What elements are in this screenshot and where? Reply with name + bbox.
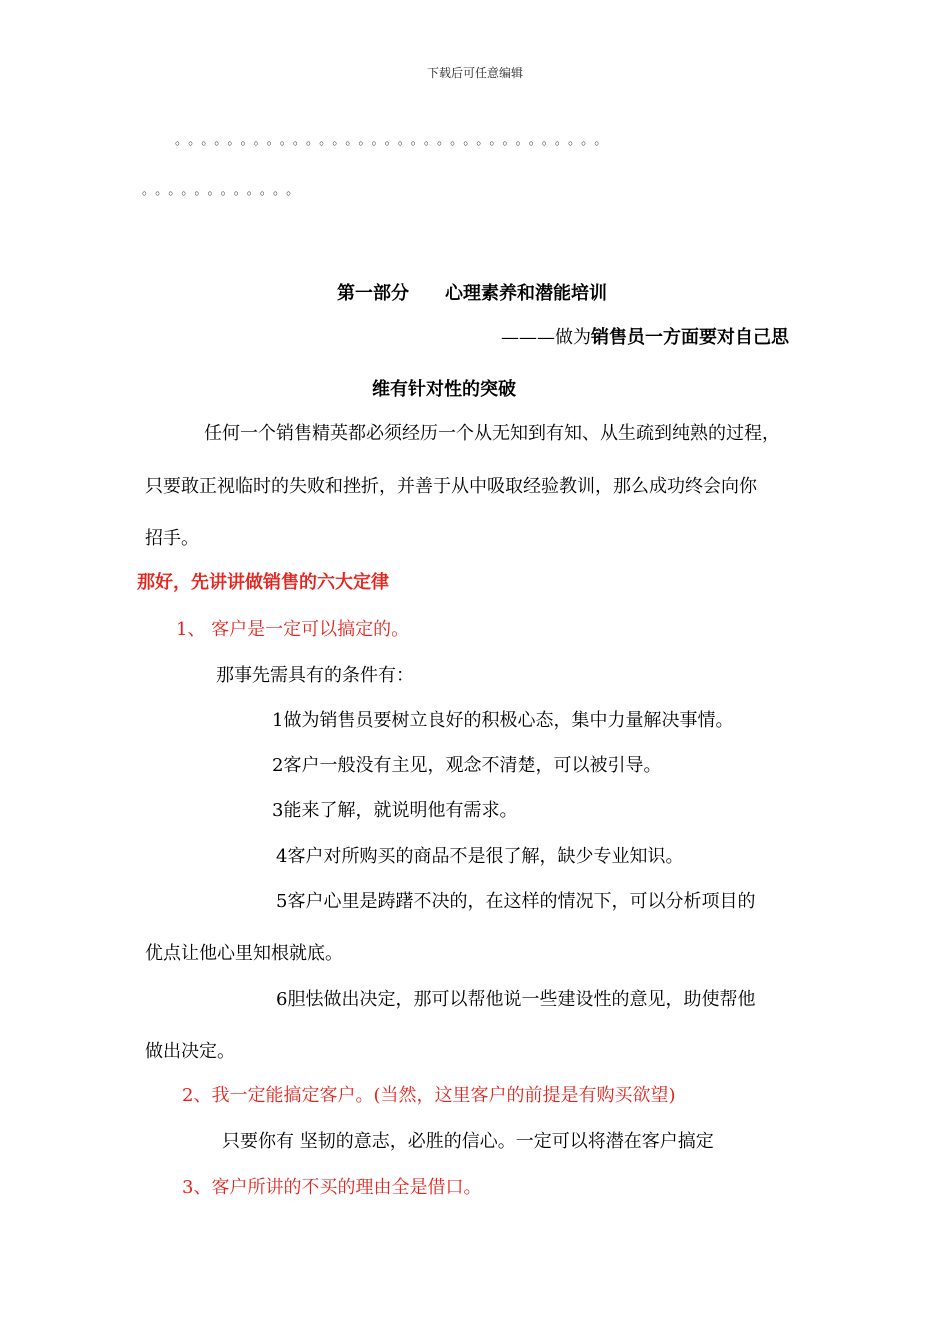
condition-item-6-line-1: 6胆怯做出决定，那可以帮他说一些建设性的意见，助使帮他 [276,989,756,1010]
condition-item-4: 4客户对所购买的商品不是很了解，缺少专业知识。 [276,846,684,867]
intro-line-3: 招手。 [145,528,199,549]
condition-item-2: 2客户一般没有主见，观念不清楚，可以被引导。 [272,755,662,776]
law-3-title: 3、客户所讲的不买的理由全是借口。 [182,1177,482,1198]
law-2-text: 只要你有 坚韧的意志，必胜的信心。一定可以将潜在客户搞定 [222,1131,714,1152]
dot-leader-line-1: 。。。。。。。。。。。。。。。。。。。。。。。。。。。。。。。。。 [175,133,614,148]
condition-item-1: 1做为销售员要树立良好的积极心态，集中力量解决事情。 [272,710,734,731]
part-title: 第一部分 心理素养和潜能培训 [337,283,607,304]
condition-item-3: 3能来了解，就说明他有需求。 [272,800,518,821]
law-1-title: 1、 客户是一定可以搞定的。 [176,619,410,640]
law-1-conditions-intro: 那事先需具有的条件有： [216,665,414,686]
condition-item-6-line-2: 做出决定。 [145,1041,235,1062]
condition-item-5-line-1: 5客户心里是踌躇不决的，在这样的情况下，可以分析项目的 [276,891,756,912]
intro-line-1: 任何一个销售精英都必须经历一个从无知到有知、从生疏到纯熟的过程， [204,423,780,444]
page-header: 下载后可任意编辑 [426,66,523,80]
law-2-title: 2、我一定能搞定客户。(当然，这里客户的前提是有购买欲望) [182,1085,676,1106]
part-subtitle-dash: ———做为 [501,327,591,348]
section-heading: 那好，先讲讲做销售的六大定律 [137,572,389,593]
part-subtitle [501,329,789,347]
part-subtitle-bold: 销售员一方面要对自己思 [591,327,789,348]
part-subtitle-line-2: 维有针对性的突破 [372,379,516,400]
intro-line-2: 只要敢正视临时的失败和挫折，并善于从中吸取经验教训，那么成功终会向你 [145,476,757,497]
condition-item-5-line-2: 优点让他心里知根就底。 [145,943,343,964]
dot-leader-line-2: 。。。。。。。。。。。。 [142,183,306,198]
